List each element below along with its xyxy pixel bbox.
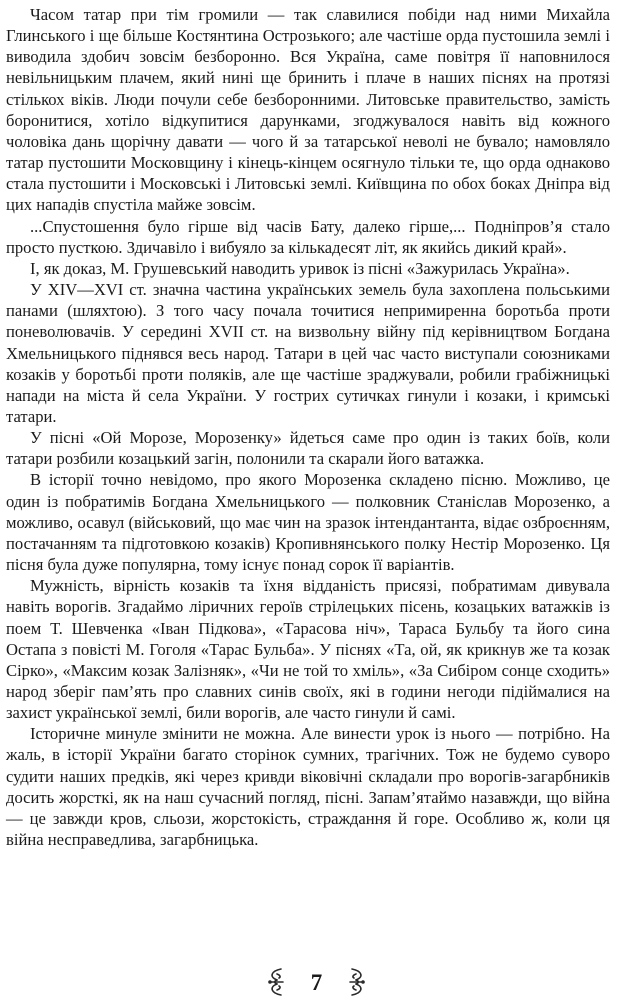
page-number: 7 — [310, 969, 323, 995]
paragraph-5: У пісні «Ой Морозе, Морозенку» йдеться саме про один із таких боїв, коли татари розбили козацький загін, полонили та скарали його ватажка. — [6, 428, 610, 469]
paragraph-7: Мужність, вірність козаків та їхня відданість присязі, побратимам дивувала навіть ворогів. Згадаймо ліричних героїв стрілецьких пісень, козацьких ватажків із поем Т. Шевченка «Іван Підкова», «Тарасова ніч», Тараса Бульбу та його сина Остапа з повісті М. Гоголя «Тарас Бульба». У піснях «Та, ой, як крикнув же та козак Сірко», «Максим козак Залізняк», «Чи не той то хміль», «За Сибіром сонце сходить» народ зберіг пам’ять про славних синів своїх, які в години негоди підіймалися на захист української землі, били ворогів, але часто гинули й самі. — [6, 576, 610, 723]
page-footer — [0, 962, 633, 1002]
paragraph-8: Історичне минуле змінити не можна. Але винести урок із нього — потрібно. На жаль, в історії України багато сторінок сумних, трагічних. Тож не будемо суворо судити наших предків, які через кривди віковічні складали про ворогів-загарбників досить жорсткі, як на наш сучасний погляд, пісні. Запам’ятаймо назавжди, що війна — це завжди кров, сльози, жорстокість, страждання й горе. Особливо ж, коли ця війна несправедлива, загарбницька. — [6, 724, 610, 850]
paragraph-4: У XIV—XVI ст. значна частина українських земель була захоплена польськими панами (шляхтою). З того часу почала точитися непримиренна боротьба проти поневолювачів. У середині XVII ст. на визвольну війну під керівництвом Богдана Хмельницького піднявся весь народ. Татари в цей час часто виступали союзниками козаків у боротьбі проти поляків, але ще частіше зраджували, робили грабіжницькі напади на міста й села України. У гострих сутичках гинули і козаки, і кримські татари. — [6, 280, 610, 426]
paragraph-3: І, як доказ, М. Грушевський наводить уривок із пісні «Зажурилась Україна». — [30, 258, 570, 278]
floral-ornament-right-icon — [348, 966, 368, 998]
floral-ornament-left-icon — [265, 966, 285, 998]
page-body — [6, 4, 610, 850]
paragraph-1: Часом татар при тім громили — так славилися побіди над ними Михайла Глинського і ще більше Костянтина Острозького; але частіше орда пустошила землі і виводила здобич зовсім безборонно. Вся Україна, саме повітря її наповнилося невільницьким плачем, який нині ще бринить і плаче в наших піснях на протязі стількох віків. Люди почули себе безборонними. Литовське правительство, замість боронитися, хотіло відкупитися дарунками, згоджувалося навіть від кожного чоловіка дань щорічну давати — чого й за татарської неволі не бувало; намовляло татар пустошити Московщину і кінець-кінцем осягнуло тільки те, що орда однаково стала пустошити і Московські і Литовські землі. Київщина по обох боках Дніпра від цих нападів спустіла майже зовсім. — [6, 5, 610, 215]
paragraph-2: ...Спустошення було гірше від часів Бату, далеко гірше,... Подніпров’я стало просто пусткою. Здичавіло і вибуяло за кількадесят літ, як якийсь дикий край». — [6, 216, 610, 257]
paragraph-6: В історії точно невідомо, про якого Морозенка складено пісню. Можливо, це один із побратимів Богдана Хмельницького — полковник Станіслав Морозенко, а можливо, осавул (військовий, що має чин на зразок інтендантанта, відає озброєнням, постачанням та підготовкою козаків) Кропивнянського полку Нестір Морозенко. Ця пісня була дуже популярна, тому існує понад сорок її варіантів. — [6, 470, 610, 575]
